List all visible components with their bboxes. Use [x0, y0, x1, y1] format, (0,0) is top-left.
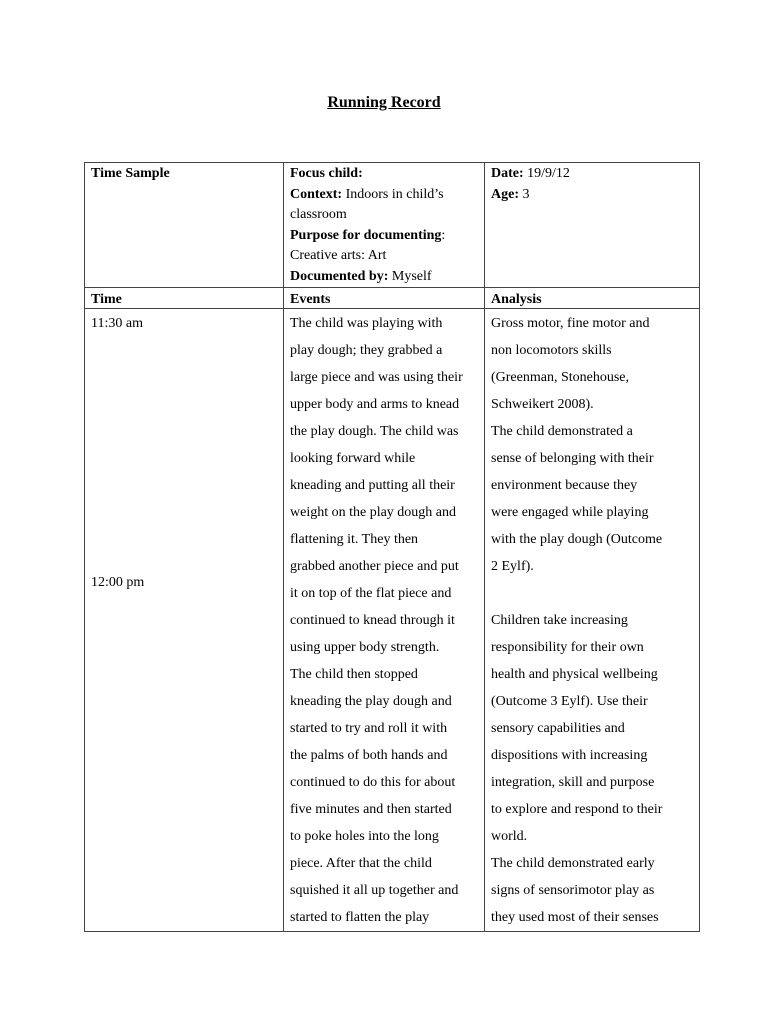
text-line: Schweikert 2008). [491, 397, 594, 412]
text-line: Gross motor, fine motor and [491, 316, 650, 331]
text-line: started to flatten the play [290, 910, 430, 925]
text-line: world. [491, 829, 528, 844]
text-line: started to try and roll it with [290, 721, 448, 736]
text-line: squished it all up together and [290, 883, 459, 898]
age-label: Age: [491, 186, 519, 202]
date-age-cell [485, 163, 700, 288]
text-line: five minutes and then started [290, 802, 452, 817]
analysis-column-header: Analysis [485, 288, 700, 309]
text-line: The child demonstrated early [491, 856, 655, 871]
focus-child-label: Focus child: [290, 166, 363, 181]
time-sample-label: Time Sample [91, 166, 170, 181]
text-line: The child was playing with [290, 316, 443, 331]
text-line: (Outcome 3 Eylf). Use their [491, 694, 648, 709]
text-line: continued to do this for about [290, 775, 456, 790]
text-line: large piece and was using their [290, 370, 463, 385]
documented-by-label: Documented by: [290, 268, 389, 284]
text-line: Children take increasing [491, 613, 628, 628]
age-value: 3 [519, 186, 530, 202]
text-line: flattening it. They then [290, 532, 419, 547]
text-line: the play dough. The child was [290, 424, 459, 439]
text-line: The child then stopped [290, 667, 418, 682]
text-line: using upper body strength. [290, 640, 440, 655]
column-header-row [85, 288, 700, 309]
text-line: kneading and putting all their [290, 478, 455, 493]
documented-by-value: Myself [388, 268, 432, 284]
time-sample-cell [85, 163, 284, 288]
text-line: environment because they [491, 478, 638, 493]
text-line: they used most of their senses [491, 910, 659, 925]
text-line: (Greenman, Stonehouse, [491, 370, 630, 385]
text-line: integration, skill and purpose [491, 775, 655, 790]
time-cell [85, 309, 284, 932]
text-line: sensory capabilities and [491, 721, 625, 736]
text-line: 2 Eylf). [491, 559, 534, 574]
context-value-cont: classroom [290, 207, 347, 222]
text-line: health and physical wellbeing [491, 667, 658, 682]
analysis-cell [485, 309, 700, 932]
context-cell [284, 163, 485, 288]
purpose-label: Purpose for documenting [290, 227, 442, 243]
paragraph-spacer [491, 580, 693, 607]
text-line: the palms of both hands and [290, 748, 448, 763]
text-line: weight on the play dough and [290, 505, 457, 520]
text-line: The child demonstrated a [491, 424, 633, 439]
text-line: grabbed another piece and put [290, 559, 459, 574]
text-line: with the play dough (Outcome [491, 532, 663, 547]
running-record-table [84, 162, 700, 932]
text-line: signs of sensorimotor play as [491, 883, 655, 898]
text-line: continued to knead through it [290, 613, 455, 628]
text-line: dispositions with increasing [491, 748, 648, 763]
events-cell [284, 309, 485, 932]
context-label: Context: [290, 186, 343, 202]
date-value: 19/9/12 [523, 166, 570, 181]
text-line: responsibility for their own [491, 640, 644, 655]
context-value: Indoors in child’s [342, 186, 444, 202]
text-line: to poke holes into the long [290, 829, 439, 844]
purpose-colon: : [441, 227, 446, 243]
text-line: play dough; they grabbed a [290, 343, 443, 358]
text-line: upper body and arms to knead [290, 397, 460, 412]
events-column-header: Events [284, 288, 485, 309]
text-line: to explore and respond to their [491, 802, 663, 817]
text-line: looking forward while [290, 451, 416, 466]
record-row [85, 309, 700, 932]
purpose-value: Creative arts: Art [290, 248, 387, 263]
date-label: Date: [491, 166, 524, 181]
page-title: Running Record [327, 94, 441, 111]
text-line: kneading the play dough and [290, 694, 452, 709]
text-line: piece. After that the child [290, 856, 432, 871]
text-line: sense of belonging with their [491, 451, 654, 466]
time-column-header: Time [85, 288, 284, 309]
text-line: were engaged while playing [491, 505, 649, 520]
time-entry: 12:00 pm [91, 575, 145, 590]
text-line: it on top of the flat piece and [290, 586, 452, 601]
time-entry: 11:30 am [91, 316, 143, 331]
text-line: non locomotors skills [491, 343, 612, 358]
header-row [85, 163, 700, 288]
